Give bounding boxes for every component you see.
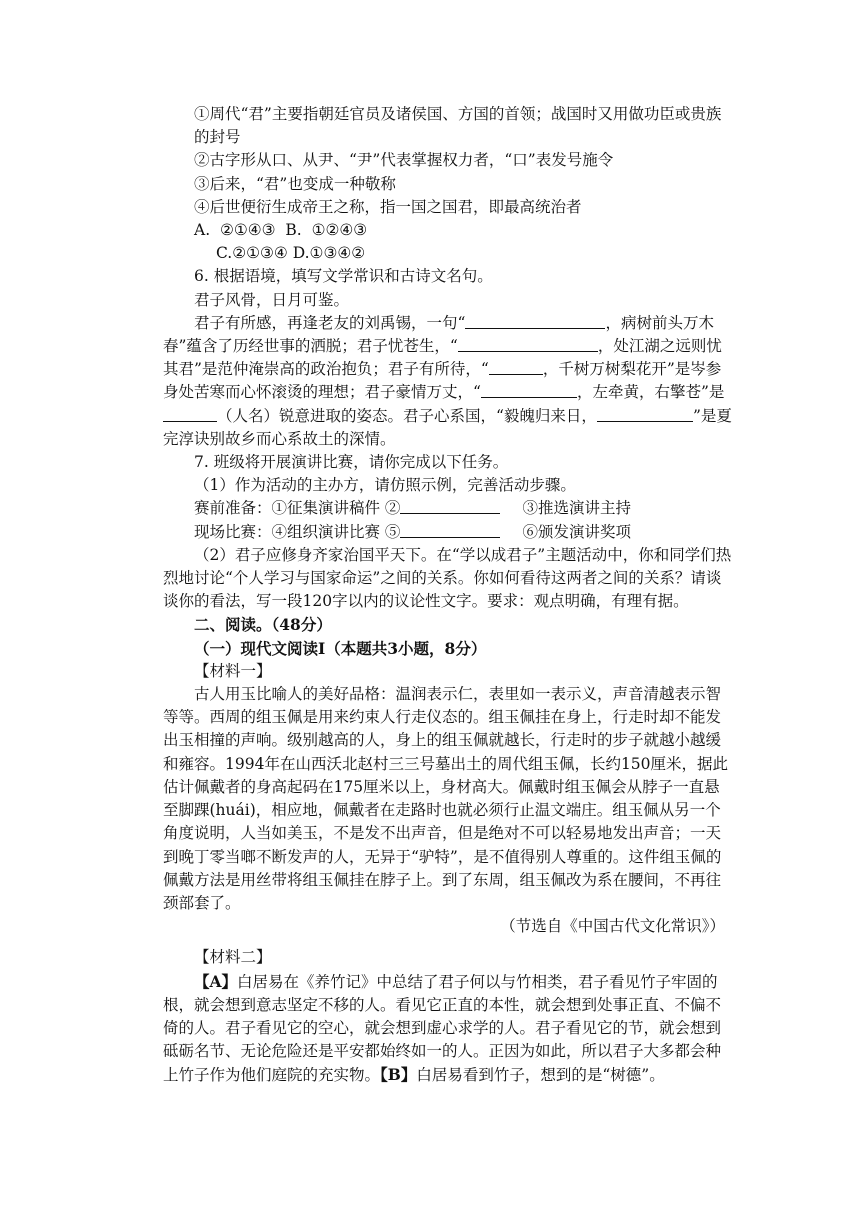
q6-blank-5[interactable] bbox=[163, 405, 217, 422]
section-2-heading: 二、阅读。（48分） bbox=[194, 615, 332, 635]
material-2-mark-a: 【A】 bbox=[194, 971, 238, 991]
q6-text-6: （人名）锐意进取的姿态。君子心系国，“毅魄归来日， bbox=[217, 406, 597, 425]
q6-text-2: ，病树前头万木春”蕴含了历经世事的洒脱；君子忧苍生，“ bbox=[163, 313, 714, 356]
q6-text-3: ，处江湖之远则忧其君”是范仲淹崇高的政治抱负；君子有所待，“ bbox=[163, 337, 722, 379]
material-2-label: 【材料二】 bbox=[194, 948, 272, 967]
q5-options-line-2: C.②①③④ D.①③④② bbox=[216, 244, 366, 263]
q6-blank-3[interactable] bbox=[489, 358, 543, 375]
q5-item-4: ④后世便衍生成帝王之称，指一国之国君，即最高统治者 bbox=[194, 197, 582, 216]
q5-item-2: ②古字形从口、从尹、“尹”代表掌握权力者，“口”表发号施令 bbox=[194, 151, 614, 170]
q6-blank-6[interactable] bbox=[597, 405, 693, 422]
section-2-subheading: （一）现代文阅读Ⅰ（本题共3小题，8分） bbox=[194, 638, 487, 658]
material-1-text: 古人用玉比喻人的美好品格：温润表示仁，表里如一表示义，声音清越表示智等等。西周的组玉佩是用来约束人行走仪态的。组玉佩挂在身上，行走时却不能发出玉相撞的声响。级别越高的人，身上的组玉佩就越长，行走时的步子就越小越缓和雍容。1994年在山西沃北赵村三三号墓出土的周代组玉佩，长约150厘米，据此估计佩戴者的身高起码在175厘米以上，身材高大。佩戴时组玉佩会从脖子一直悬至脚踝(huái)，相应地，佩戴者在走路时也就必须行止温文端庄。组玉佩从另一个角度说明，人当如美玉，不是发不出声音，但是绝对不可以轻易地发出声音；一天到晚丁零当啷不断发声的人，无异于“驴特”，是不值得别人尊重的。这件组玉佩的佩戴方法是用丝带将组玉佩挂在脖子上。到了东周，组玉佩改为系在腰间，不再往颈部套了。 bbox=[163, 685, 729, 912]
q7-prep-blank[interactable] bbox=[400, 497, 500, 514]
q5-item-1: ①周代“君”主要指朝廷官员及诸侯国、方国的首领；战国时又用做功臣或贵族的封号 bbox=[194, 105, 722, 147]
q7-prep-step-3: ③推选演讲主持 bbox=[522, 499, 631, 518]
q6-text-1: 君子有所感，再逢老友的刘禹锡，一句“ bbox=[194, 313, 466, 332]
q7-live-row bbox=[163, 521, 733, 544]
q6-blank-1[interactable] bbox=[465, 312, 605, 329]
q7-live-blank[interactable] bbox=[400, 521, 500, 538]
q5-item-3: ③后来，“君”也变成一种敬称 bbox=[194, 174, 396, 193]
q7-prep-row bbox=[163, 497, 733, 520]
q7-title: 7. 班级将开展演讲比赛，请你完成以下任务。 bbox=[194, 453, 509, 472]
material-2-text-2: 白居易看到竹子，想到的是“树德”。 bbox=[416, 1066, 665, 1085]
page-content bbox=[163, 103, 733, 1088]
material-1-source: （节选自《中国古代文化常识》） bbox=[500, 917, 725, 936]
q7-prep-label: 赛前准备：①征集演讲稿件 ② bbox=[194, 499, 401, 518]
material-2-text-1: 白居易在《养竹记》中总结了君子何以与竹相类，君子看见竹子牢固的根，就会想到意志坚定不移的人。看见它正直的本性，就会想到处事正直、不偏不倚的人。君子看见它的空心，就会想到虚心求学的人。君子看见它的节，就会想到砥砺名节、无论危险还是平安都始终如一的人。正因为如此，所以君子大多都会种上竹子作为他们庭院的充实物。 bbox=[163, 972, 722, 1085]
material-1-label: 【材料一】 bbox=[194, 661, 272, 680]
q6-title: 6. 根据语境，填写文学常识和古诗文名句。 bbox=[194, 267, 493, 286]
q6-blank-2[interactable] bbox=[458, 335, 598, 352]
q6-paragraph bbox=[163, 312, 733, 451]
material-2-mark-b: 【B】 bbox=[380, 1065, 417, 1085]
q6-lead: 君子风骨，日月可鉴。 bbox=[194, 290, 350, 309]
q7-part-1: （1）作为活动的主办方，请仿照示例，完善活动步骤。 bbox=[194, 476, 576, 495]
q7-part-2: （2）君子应修身齐家治国平天下。在“学以成君子”主题活动中，你和同学们热烈地讨论“个人学习与国家命运”之间的关系。你如何看待这两者之间的关系？请谈谈你的看法，写一段120字以内的议论性文字。要求：观点明确，有理有据。 bbox=[163, 545, 732, 611]
q7-live-label: 现场比赛：④组织演讲比赛 ⑤ bbox=[194, 522, 401, 541]
q6-text-5: ，左牵黄，右擎苍”是 bbox=[576, 383, 725, 402]
q6-blank-4[interactable] bbox=[481, 381, 577, 398]
q7-live-step-6: ⑥颁发演讲奖项 bbox=[522, 522, 631, 541]
q6-text-4: ，千树万树梨花开”是岑参身处苦寒而心怀滚烫的理想；君子豪情万丈，“ bbox=[163, 360, 722, 402]
q5-options-line-1: A. ②①④③ B. ①②④③ bbox=[194, 221, 368, 240]
q6-text-7: ”是夏完淳诀别故乡而心系故土的深情。 bbox=[163, 406, 732, 448]
material-2-text bbox=[163, 970, 733, 1088]
